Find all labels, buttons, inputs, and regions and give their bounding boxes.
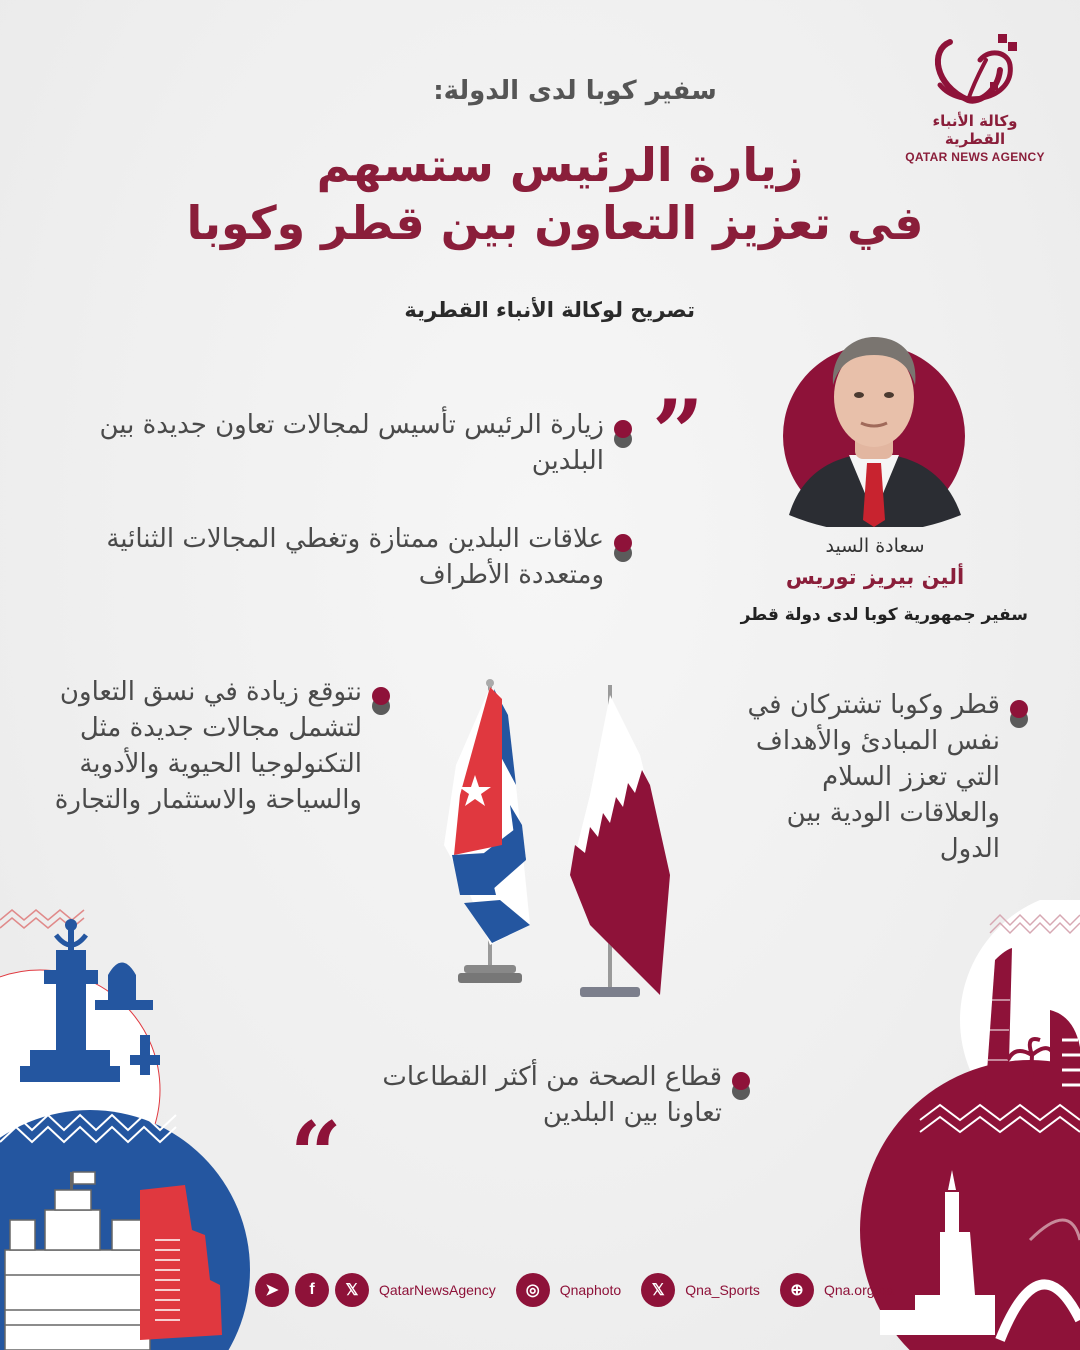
bullet-text: نتوقع زيادة في نسق التعاون لتشمل مجالات جديدة مثل التكنولوجيا الحيوية والأدوية والسياحة والاستثمار والتجارة: [54, 677, 362, 815]
telegram-icon[interactable]: ➤: [255, 1273, 289, 1307]
facebook-icon[interactable]: f: [295, 1273, 329, 1307]
headline-kicker: سفير كوبا لدى الدولة:: [433, 76, 717, 106]
bullet-point: [330, 1060, 750, 1132]
person-avatar-icon: [771, 315, 977, 527]
bullet-dot-icon: [1010, 700, 1028, 730]
headline-title-line2: في تعزيز التعاون بين قطر وكوبا: [186, 196, 924, 250]
logo-arabic-name: وكالة الأنباء القطرية: [932, 112, 1018, 148]
bullet-point: [72, 522, 632, 594]
cuba-landmarks-illustration: [0, 880, 290, 1350]
bullet-text: قطر وكوبا تشتركان في نفس المبادئ والأهداف التي تعزز السلام والعلاقات الودية بين الدول: [747, 690, 1000, 864]
instagram-icon[interactable]: ◎: [516, 1273, 550, 1307]
speaker-portrait: [783, 345, 965, 527]
bullet-text: علاقات البلدين ممتازة وتغطي المجالات الثنائية ومتعددة الأطراف: [106, 524, 604, 590]
bullet-dot-icon: [732, 1072, 750, 1102]
logo-english-name: QATAR NEWS AGENCY: [905, 150, 1045, 164]
bullet-point: [72, 408, 632, 480]
x-icon[interactable]: 𝕏: [335, 1273, 369, 1307]
closing-quote-icon: ”: [652, 380, 704, 486]
flags-illustration: [430, 675, 670, 1015]
website-link[interactable]: Qna.org.qa: [823, 1282, 894, 1298]
bullet-dot-icon: [614, 420, 632, 450]
social-footer: [255, 1272, 908, 1308]
statement-subtitle: تصريح لوكالة الأنباء القطرية: [404, 298, 695, 322]
bullet-text: قطاع الصحة من أكثر القطاعات تعاونا بين البلدين: [382, 1062, 722, 1128]
social-handle-qnaphoto[interactable]: Qnaphoto: [559, 1282, 622, 1298]
bullet-point: [728, 688, 1028, 867]
x-icon[interactable]: 𝕏: [641, 1273, 675, 1307]
speaker-honorific: سعادة السيد: [825, 535, 925, 557]
qatar-flag-icon: [570, 685, 670, 997]
cuba-flag-icon: [444, 679, 530, 983]
opening-quote-icon: “: [290, 1102, 342, 1208]
bullet-text: زيارة الرئيس تأسيس لمجالات تعاون جديدة بين البلدين: [99, 410, 604, 476]
bullet-dot-icon: [372, 687, 390, 717]
globe-icon[interactable]: ⊕: [780, 1273, 814, 1307]
social-handle-qna-sports[interactable]: Qna_Sports: [685, 1282, 760, 1298]
speaker-role: سفير جمهورية كوبا لدى دولة قطر: [740, 605, 1028, 625]
social-handle-qatarnewsagency[interactable]: QatarNewsAgency: [379, 1282, 496, 1298]
speaker-name: ألين بيريز توريس: [785, 565, 965, 589]
bullet-point: [50, 675, 390, 819]
headline-title-line1: زيارة الرئيس ستسهم: [316, 138, 804, 192]
bullet-dot-icon: [614, 534, 632, 564]
